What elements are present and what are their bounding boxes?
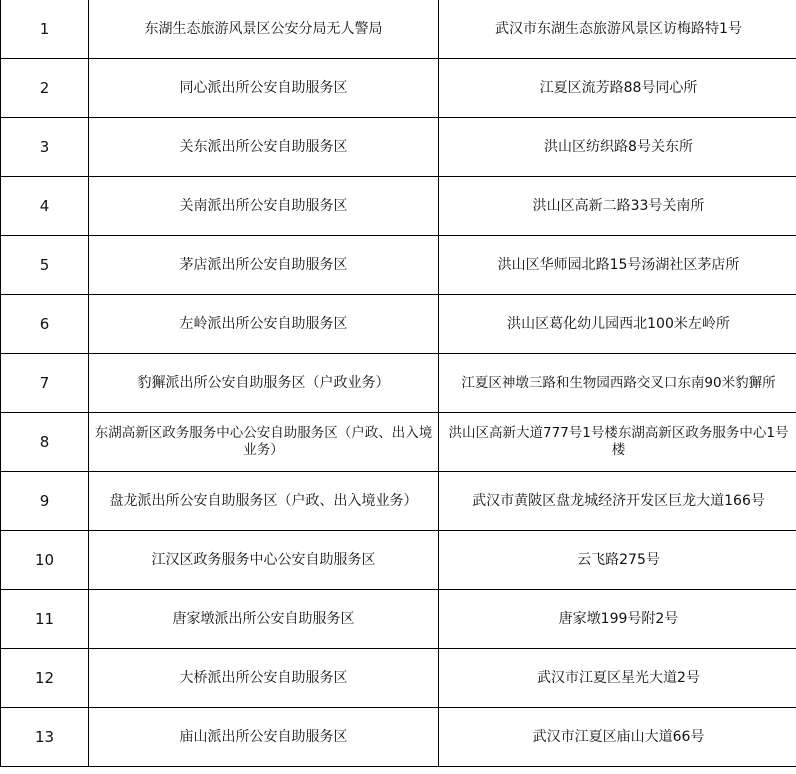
row-number: 5 [1,236,89,295]
row-number: 1 [1,0,89,59]
service-area-address: 武汉市江夏区庙山大道66号 [439,708,796,767]
row-number: 3 [1,118,89,177]
table-row [1,354,796,413]
table-row [1,236,796,295]
table-row [1,413,796,472]
row-number: 4 [1,177,89,236]
row-number: 2 [1,59,89,118]
service-area-address: 洪山区纺织路8号关东所 [439,118,796,177]
table-row [1,590,796,649]
row-number: 6 [1,295,89,354]
row-number: 8 [1,413,89,472]
table-row [1,649,796,708]
service-area-address: 洪山区高新二路33号关南所 [439,177,796,236]
service-area-name: 东湖高新区政务服务中心公安自助服务区（户政、出入境业务） [89,413,439,472]
table-row [1,472,796,531]
service-area-name: 豹獬派出所公安自助服务区（户政业务） [89,354,439,413]
row-number: 9 [1,472,89,531]
service-area-address: 云飞路275号 [439,531,796,590]
service-area-address: 武汉市江夏区星光大道2号 [439,649,796,708]
table-row [1,118,796,177]
table-body [1,0,796,767]
service-area-name: 江汉区政务服务中心公安自助服务区 [89,531,439,590]
service-area-address: 江夏区神墩三路和生物园西路交叉口东南90米豹獬所 [439,354,796,413]
service-area-address: 唐家墩199号附2号 [439,590,796,649]
service-area-name: 茅店派出所公安自助服务区 [89,236,439,295]
service-area-address: 武汉市黄陂区盘龙城经济开发区巨龙大道166号 [439,472,796,531]
table-row [1,59,796,118]
table-row [1,295,796,354]
service-area-name: 关东派出所公安自助服务区 [89,118,439,177]
row-number: 12 [1,649,89,708]
table-row [1,531,796,590]
service-area-name: 关南派出所公安自助服务区 [89,177,439,236]
row-number: 7 [1,354,89,413]
service-area-name: 东湖生态旅游风景区公安分局无人警局 [89,0,439,59]
table-row [1,177,796,236]
service-area-address: 江夏区流芳路88号同心所 [439,59,796,118]
service-area-address: 武汉市东湖生态旅游风景区访梅路特1号 [439,0,796,59]
service-area-address: 洪山区高新大道777号1号楼东湖高新区政务服务中心1号楼 [439,413,796,472]
row-number: 11 [1,590,89,649]
service-area-name: 大桥派出所公安自助服务区 [89,649,439,708]
row-number: 13 [1,708,89,767]
service-area-name: 唐家墩派出所公安自助服务区 [89,590,439,649]
table-row [1,0,796,59]
table-row [1,708,796,767]
service-area-address: 洪山区华师园北路15号汤湖社区茅店所 [439,236,796,295]
row-number: 10 [1,531,89,590]
service-area-name: 盘龙派出所公安自助服务区（户政、出入境业务） [89,472,439,531]
service-area-name: 庙山派出所公安自助服务区 [89,708,439,767]
service-area-name: 同心派出所公安自助服务区 [89,59,439,118]
service-area-name: 左岭派出所公安自助服务区 [89,295,439,354]
service-area-address: 洪山区葛化幼儿园西北100米左岭所 [439,295,796,354]
